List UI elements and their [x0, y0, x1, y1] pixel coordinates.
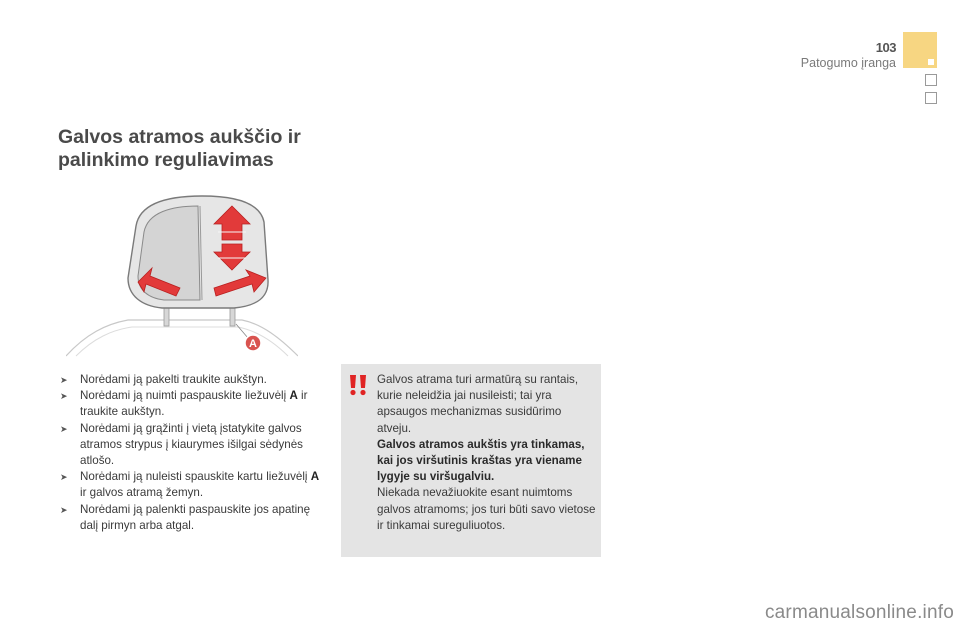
warning-box: [341, 364, 601, 557]
bullet-icon: ➤: [60, 391, 68, 402]
bullet-icon: ➤: [60, 375, 68, 385]
instruction-item: ➤ Norėdami ją nuimti paspauskite liežuvėlį A ir traukite aukštyn.: [60, 389, 308, 419]
seat-back-outline: [66, 320, 298, 356]
headrest-illustration: [66, 188, 298, 360]
chapter-tab-marker: [928, 59, 934, 65]
nav-box-2[interactable]: [925, 92, 937, 104]
page-title: [58, 126, 338, 172]
title-line-2: palinkimo reguliavimas: [58, 149, 274, 171]
page-number: 103: [875, 40, 896, 55]
exclamation-warning-icon: [347, 373, 369, 397]
warning-paragraph-2: Niekada nevažiuokite esant nuimtoms galvos atramoms; jos turi būti savo vietose ir tinkamai sureguliuotos.: [377, 486, 596, 532]
instruction-item: ➤ Norėdami ją pakelti traukite aukštyn.: [58, 372, 328, 388]
instruction-list: [58, 372, 328, 534]
callout-leader: [236, 324, 248, 338]
instruction-item: ➤ Norėdami ją nuleisti spauskite kartu liežuvėlį A ir galvos atramą žemyn.: [60, 470, 320, 500]
instruction-item: ➤ Norėdami ją grąžinti į vietą įstatykite galvos atramos strypus į kiaurymes išilgai sėdynės atlošo.: [60, 421, 303, 468]
warning-paragraph-1: Galvos atrama turi armatūrą su rantais, kurie neleidžia jai nusileisti; tai yra apsaugos mechanizmas susidūrimo atveju.: [377, 373, 579, 435]
warning-emphasis: Galvos atramos aukštis yra tinkamas, kai jos viršutinis kraštas yra viename lygyje su viršugalviu.: [377, 437, 585, 484]
instruction-item: ➤ Norėdami ją palenkti paspauskite jos apatinę dalį pirmyn arba atgal.: [60, 502, 311, 532]
nav-box-1[interactable]: [925, 74, 937, 86]
title-line-1: Galvos atramos aukščio ir: [58, 126, 301, 148]
section-label: Patogumo įranga: [800, 56, 896, 70]
bullet-icon: ➤: [60, 423, 68, 434]
watermark: carmanualsonline.info: [764, 602, 954, 623]
bullet-icon: ➤: [60, 472, 68, 483]
bullet-icon: ➤: [60, 504, 68, 515]
warning-text: [377, 372, 597, 534]
callout-letter: A: [249, 338, 257, 350]
